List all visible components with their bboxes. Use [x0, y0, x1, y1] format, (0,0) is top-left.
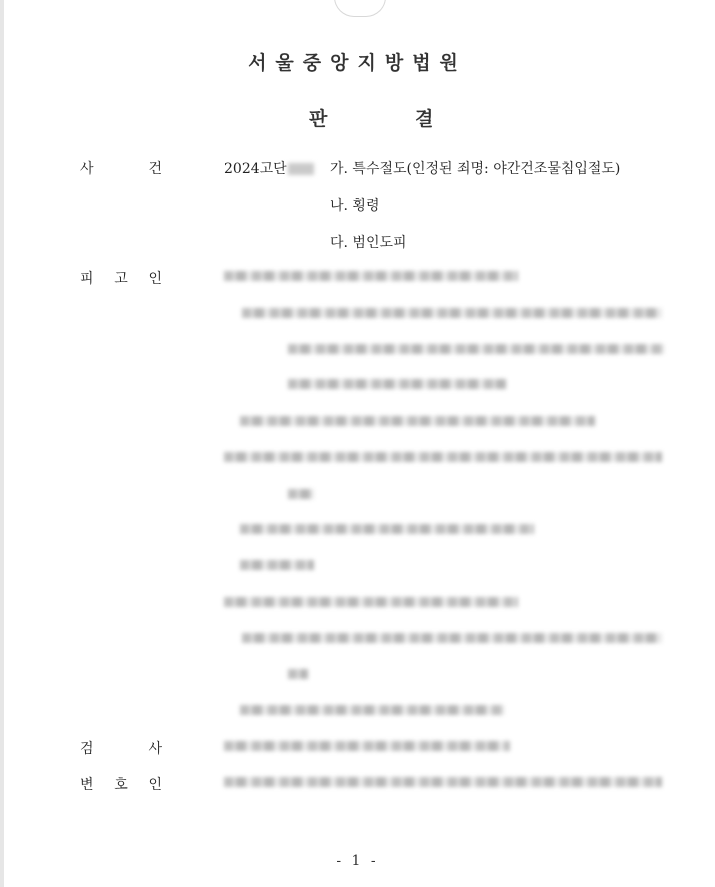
doc-title-part2: 결	[415, 108, 434, 130]
court-seal	[334, 0, 386, 17]
defendant-label-char-2: 고	[114, 271, 128, 287]
charge-a: 가. 특수절도(인정된 죄명: 야간건조물침입절도)	[330, 161, 621, 177]
counsel-label-char-1: 변	[80, 777, 94, 793]
defendant-label-char-1: 피	[80, 271, 94, 287]
prosecutor-label	[80, 738, 162, 758]
redacted-line	[242, 308, 662, 318]
defendant-label	[80, 268, 162, 288]
redacted-line	[240, 524, 534, 534]
case-label-char-1: 사	[80, 161, 94, 177]
redacted-line	[224, 452, 662, 462]
counsel-label-char-2: 호	[114, 777, 128, 793]
redacted-prosecutor	[224, 741, 510, 751]
case-label-char-2: 건	[148, 161, 162, 177]
redacted-line	[288, 344, 664, 354]
redacted-line	[224, 597, 518, 607]
prosecutor-label-char-2: 사	[148, 741, 162, 757]
prosecutor-label-char-1: 검	[80, 741, 94, 757]
charge-b: 나. 횡령	[330, 198, 380, 214]
defendant-label-char-3: 인	[148, 271, 162, 287]
court-name: 서울중앙지방법원	[248, 52, 467, 74]
redacted-line	[240, 560, 314, 570]
page-number: - 1 -	[336, 853, 379, 869]
redacted-line	[288, 489, 314, 499]
redacted-line	[288, 669, 308, 679]
redacted-line	[288, 379, 506, 389]
redacted-line	[240, 416, 595, 426]
redacted-line	[240, 705, 504, 715]
redacted-line	[224, 271, 518, 281]
case-label	[80, 158, 162, 178]
redacted-case-number	[288, 163, 314, 175]
counsel-label-char-3: 인	[148, 777, 162, 793]
case-number	[224, 158, 314, 178]
redacted-line	[242, 633, 662, 643]
page-edge	[0, 0, 4, 887]
redacted-counsel	[224, 777, 662, 787]
case-number-text: 2024고단	[224, 161, 287, 177]
counsel-label	[80, 774, 162, 794]
charge-c: 다. 범인도피	[330, 235, 407, 251]
doc-title-part1: 판	[309, 108, 328, 130]
